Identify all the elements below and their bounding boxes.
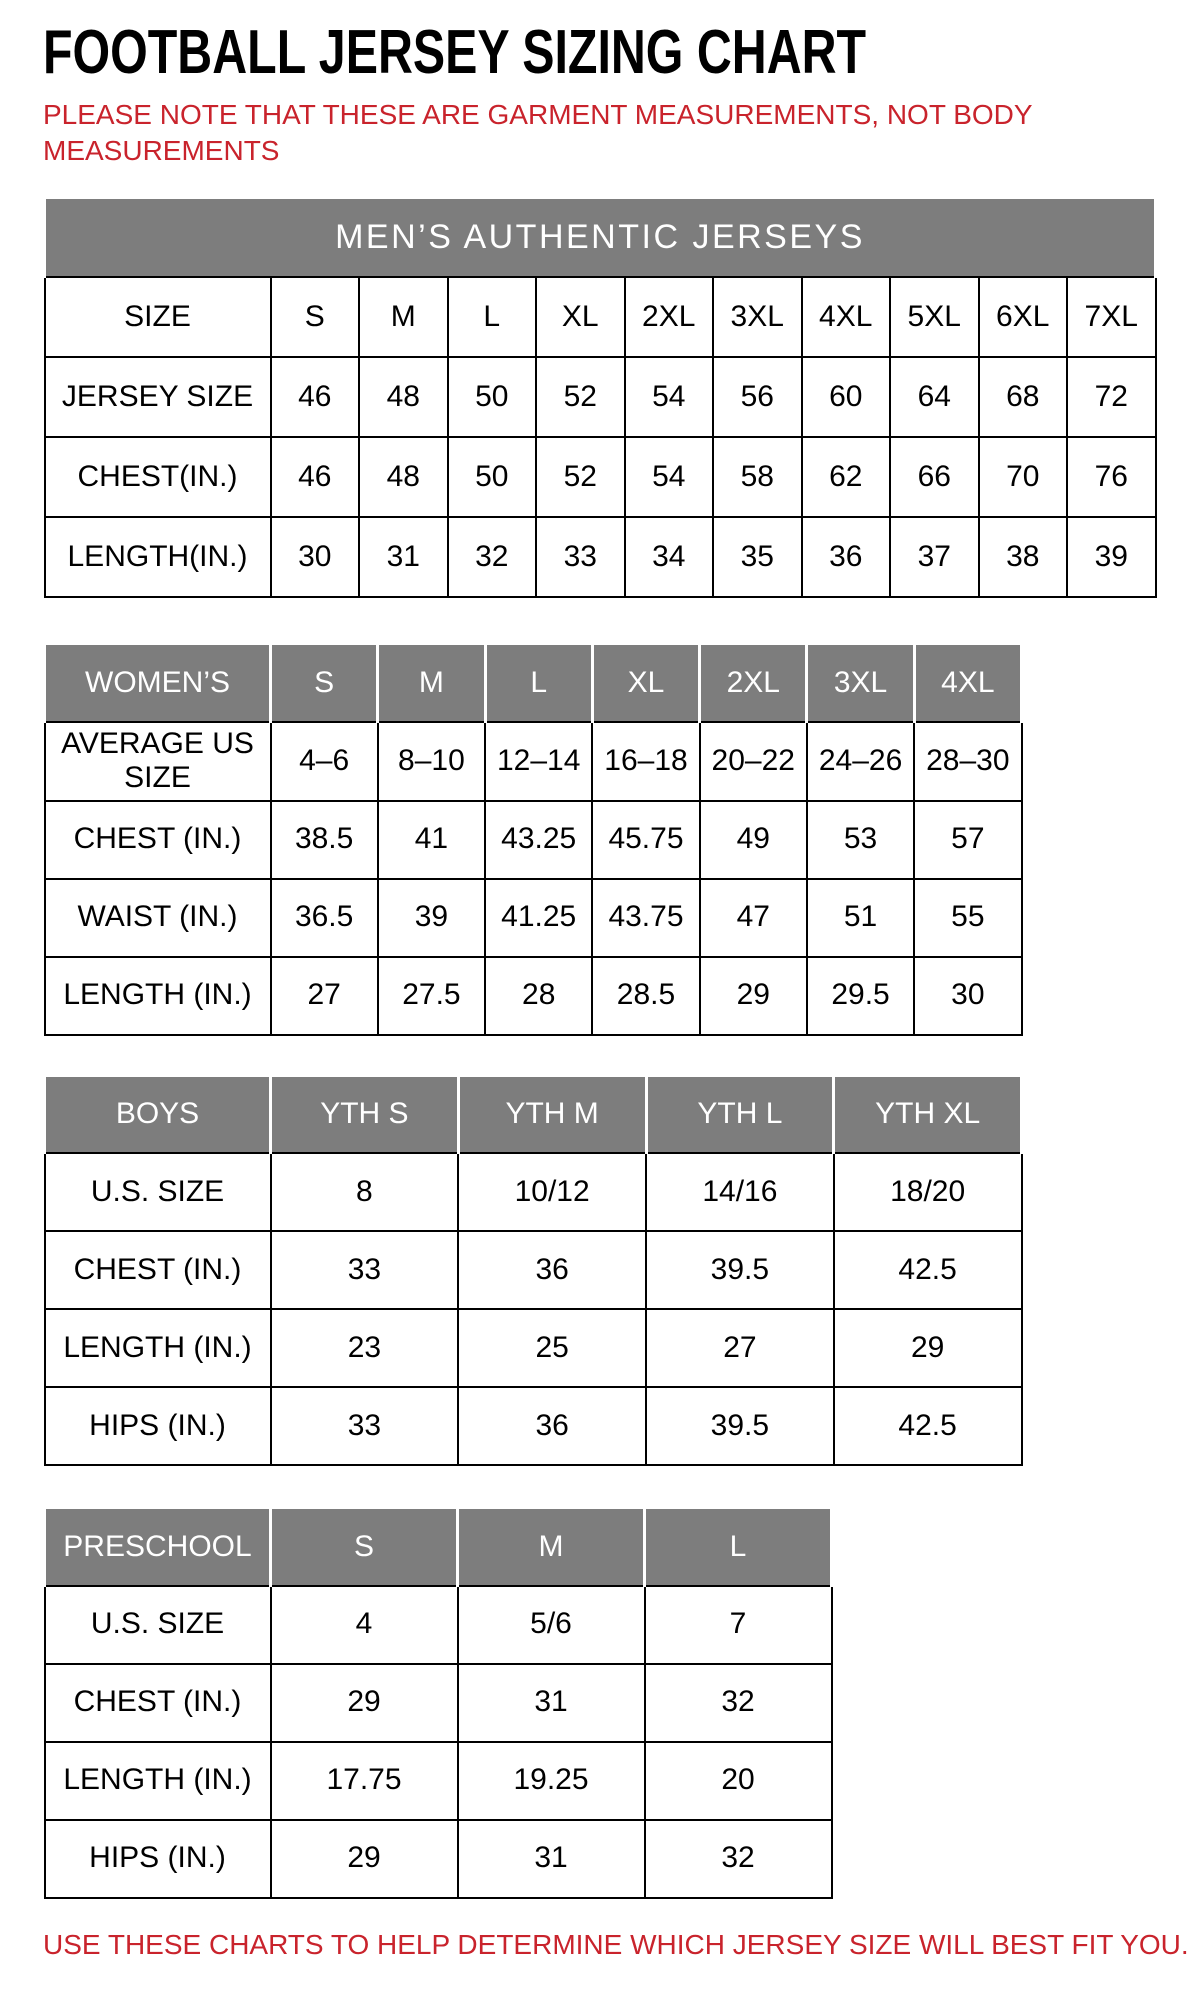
value-cell: 27: [271, 957, 378, 1035]
value-cell: 27.5: [378, 957, 485, 1035]
value-cell: 55: [914, 879, 1021, 957]
value-cell: 10/12: [458, 1153, 646, 1231]
value-cell: 19.25: [458, 1742, 645, 1820]
column-header-cell: 2XL: [625, 277, 714, 357]
value-cell: 20: [645, 1742, 832, 1820]
value-cell: 29: [834, 1309, 1022, 1387]
value-cell: 30: [914, 957, 1021, 1035]
value-cell: 33: [536, 517, 625, 597]
value-cell: 36: [458, 1231, 646, 1309]
value-cell: 58: [713, 437, 802, 517]
value-cell: 35: [713, 517, 802, 597]
tables-container: [43, 196, 1160, 1899]
column-header-row: [45, 277, 1156, 357]
value-cell: 54: [625, 357, 714, 437]
value-cell: 5/6: [458, 1586, 645, 1664]
value-cell: 27: [646, 1309, 834, 1387]
column-header-row: [45, 1075, 1022, 1153]
column-header-cell: YTH XL: [834, 1075, 1022, 1153]
row-label-cell: WAIST (IN.): [45, 879, 271, 957]
row-label-cell: CHEST (IN.): [45, 1664, 271, 1742]
value-cell: 36: [458, 1387, 646, 1465]
value-cell: 29: [700, 957, 807, 1035]
value-cell: 49: [700, 801, 807, 879]
table-title-cell: WOMEN’S: [45, 644, 271, 722]
mens-size-table: [43, 196, 1157, 599]
row-label-cell: LENGTH(IN.): [45, 517, 271, 597]
table-banner-row: [45, 197, 1156, 277]
value-cell: 23: [271, 1309, 459, 1387]
value-cell: 72: [1067, 357, 1156, 437]
value-cell: 64: [890, 357, 979, 437]
value-cell: 36: [802, 517, 891, 597]
column-header-cell: YTH L: [646, 1075, 834, 1153]
size-row-header: SIZE: [45, 277, 271, 357]
value-cell: 16–18: [592, 722, 699, 801]
table-row: [45, 1664, 832, 1742]
value-cell: 8–10: [378, 722, 485, 801]
column-header-cell: YTH S: [271, 1075, 459, 1153]
column-header-cell: 2XL: [700, 644, 807, 722]
value-cell: 12–14: [485, 722, 592, 801]
table-row: [45, 437, 1156, 517]
value-cell: 33: [271, 1231, 459, 1309]
value-cell: 48: [359, 357, 448, 437]
value-cell: 54: [625, 437, 714, 517]
value-cell: 68: [979, 357, 1068, 437]
table-row: [45, 517, 1156, 597]
value-cell: 50: [448, 437, 537, 517]
table-row: [45, 1742, 832, 1820]
value-cell: 66: [890, 437, 979, 517]
value-cell: 33: [271, 1387, 459, 1465]
value-cell: 29.5: [807, 957, 914, 1035]
column-header-cell: S: [271, 277, 360, 357]
value-cell: 31: [458, 1820, 645, 1898]
value-cell: 36.5: [271, 879, 378, 957]
column-header-cell: M: [359, 277, 448, 357]
value-cell: 31: [458, 1664, 645, 1742]
column-header-cell: M: [378, 644, 485, 722]
row-label-cell: CHEST (IN.): [45, 801, 271, 879]
page-title: FOOTBALL JERSEY SIZING CHART: [43, 18, 867, 87]
column-header-cell: 4XL: [802, 277, 891, 357]
table-row: [45, 1309, 1022, 1387]
column-header-cell: XL: [592, 644, 699, 722]
table-title: MEN’S AUTHENTIC JERSEYS: [45, 197, 1156, 277]
value-cell: 41: [378, 801, 485, 879]
column-header-cell: 6XL: [979, 277, 1068, 357]
value-cell: 45.75: [592, 801, 699, 879]
value-cell: 28.5: [592, 957, 699, 1035]
row-label-cell: HIPS (IN.): [45, 1820, 271, 1898]
value-cell: 62: [802, 437, 891, 517]
value-cell: 76: [1067, 437, 1156, 517]
value-cell: 53: [807, 801, 914, 879]
value-cell: 38: [979, 517, 1068, 597]
value-cell: 4: [271, 1586, 458, 1664]
value-cell: 7: [645, 1586, 832, 1664]
column-header-cell: S: [271, 1508, 458, 1586]
womens-size-table: [43, 642, 1023, 1036]
value-cell: 42.5: [834, 1231, 1022, 1309]
table-row: [45, 357, 1156, 437]
value-cell: 43.25: [485, 801, 592, 879]
column-header-cell: L: [448, 277, 537, 357]
column-header-row: [45, 644, 1022, 722]
value-cell: 8: [271, 1153, 459, 1231]
boys-size-table: [43, 1074, 1023, 1467]
value-cell: 38.5: [271, 801, 378, 879]
value-cell: 46: [271, 357, 360, 437]
row-label-cell: LENGTH (IN.): [45, 957, 271, 1035]
row-label-cell: LENGTH (IN.): [45, 1742, 271, 1820]
column-header-cell: 4XL: [914, 644, 1021, 722]
value-cell: 39: [1067, 517, 1156, 597]
value-cell: 37: [890, 517, 979, 597]
value-cell: 29: [271, 1664, 458, 1742]
table-row: [45, 1820, 832, 1898]
column-header-cell: 5XL: [890, 277, 979, 357]
value-cell: 30: [271, 517, 360, 597]
value-cell: 20–22: [700, 722, 807, 801]
footer-text: USE THESE CHARTS TO HELP DETERMINE WHICH JERSEY SIZE WILL BEST FIT YOU.: [43, 1928, 1189, 1960]
value-cell: 52: [536, 357, 625, 437]
value-cell: 39.5: [646, 1231, 834, 1309]
value-cell: 34: [625, 517, 714, 597]
table-row: [45, 1231, 1022, 1309]
row-label-cell: HIPS (IN.): [45, 1387, 271, 1465]
column-header-row: [45, 1508, 832, 1586]
table-row: [45, 879, 1022, 957]
table-row: [45, 801, 1022, 879]
value-cell: 28: [485, 957, 592, 1035]
table-row: [45, 1586, 832, 1664]
table-row: [45, 1387, 1022, 1465]
value-cell: 46: [271, 437, 360, 517]
value-cell: 51: [807, 879, 914, 957]
value-cell: 29: [271, 1820, 458, 1898]
value-cell: 41.25: [485, 879, 592, 957]
row-label-cell: AVERAGE US SIZE: [45, 722, 271, 801]
value-cell: 56: [713, 357, 802, 437]
value-cell: 57: [914, 801, 1021, 879]
value-cell: 52: [536, 437, 625, 517]
value-cell: 60: [802, 357, 891, 437]
row-label-cell: U.S. SIZE: [45, 1153, 271, 1231]
value-cell: 43.75: [592, 879, 699, 957]
value-cell: 42.5: [834, 1387, 1022, 1465]
column-header-cell: XL: [536, 277, 625, 357]
column-header-cell: YTH M: [458, 1075, 646, 1153]
column-header-cell: M: [458, 1508, 645, 1586]
value-cell: 39.5: [646, 1387, 834, 1465]
value-cell: 47: [700, 879, 807, 957]
table-title-cell: BOYS: [45, 1075, 271, 1153]
table-row: [45, 1153, 1022, 1231]
column-header-cell: 3XL: [713, 277, 802, 357]
table-row: [45, 722, 1022, 801]
row-label-cell: LENGTH (IN.): [45, 1309, 271, 1387]
value-cell: 31: [359, 517, 448, 597]
value-cell: 32: [448, 517, 537, 597]
value-cell: 4–6: [271, 722, 378, 801]
row-label-cell: CHEST(IN.): [45, 437, 271, 517]
value-cell: 25: [458, 1309, 646, 1387]
column-header-cell: L: [645, 1508, 832, 1586]
value-cell: 24–26: [807, 722, 914, 801]
table-title-cell: PRESCHOOL: [45, 1508, 271, 1586]
value-cell: 17.75: [271, 1742, 458, 1820]
value-cell: 32: [645, 1664, 832, 1742]
column-header-cell: 3XL: [807, 644, 914, 722]
value-cell: 28–30: [914, 722, 1021, 801]
row-label-cell: JERSEY SIZE: [45, 357, 271, 437]
value-cell: 14/16: [646, 1153, 834, 1231]
value-cell: 39: [378, 879, 485, 957]
value-cell: 32: [645, 1820, 832, 1898]
column-header-cell: 7XL: [1067, 277, 1156, 357]
garment-measurements-note: PLEASE NOTE THAT THESE ARE GARMENT MEASUREMENTS, NOT BODY MEASUREMENTS: [43, 98, 1033, 167]
value-cell: 18/20: [834, 1153, 1022, 1231]
preschool-size-table: [43, 1506, 833, 1899]
column-header-cell: L: [485, 644, 592, 722]
row-label-cell: U.S. SIZE: [45, 1586, 271, 1664]
row-label-cell: CHEST (IN.): [45, 1231, 271, 1309]
table-row: [45, 957, 1022, 1035]
value-cell: 50: [448, 357, 537, 437]
column-header-cell: S: [271, 644, 378, 722]
value-cell: 48: [359, 437, 448, 517]
value-cell: 70: [979, 437, 1068, 517]
